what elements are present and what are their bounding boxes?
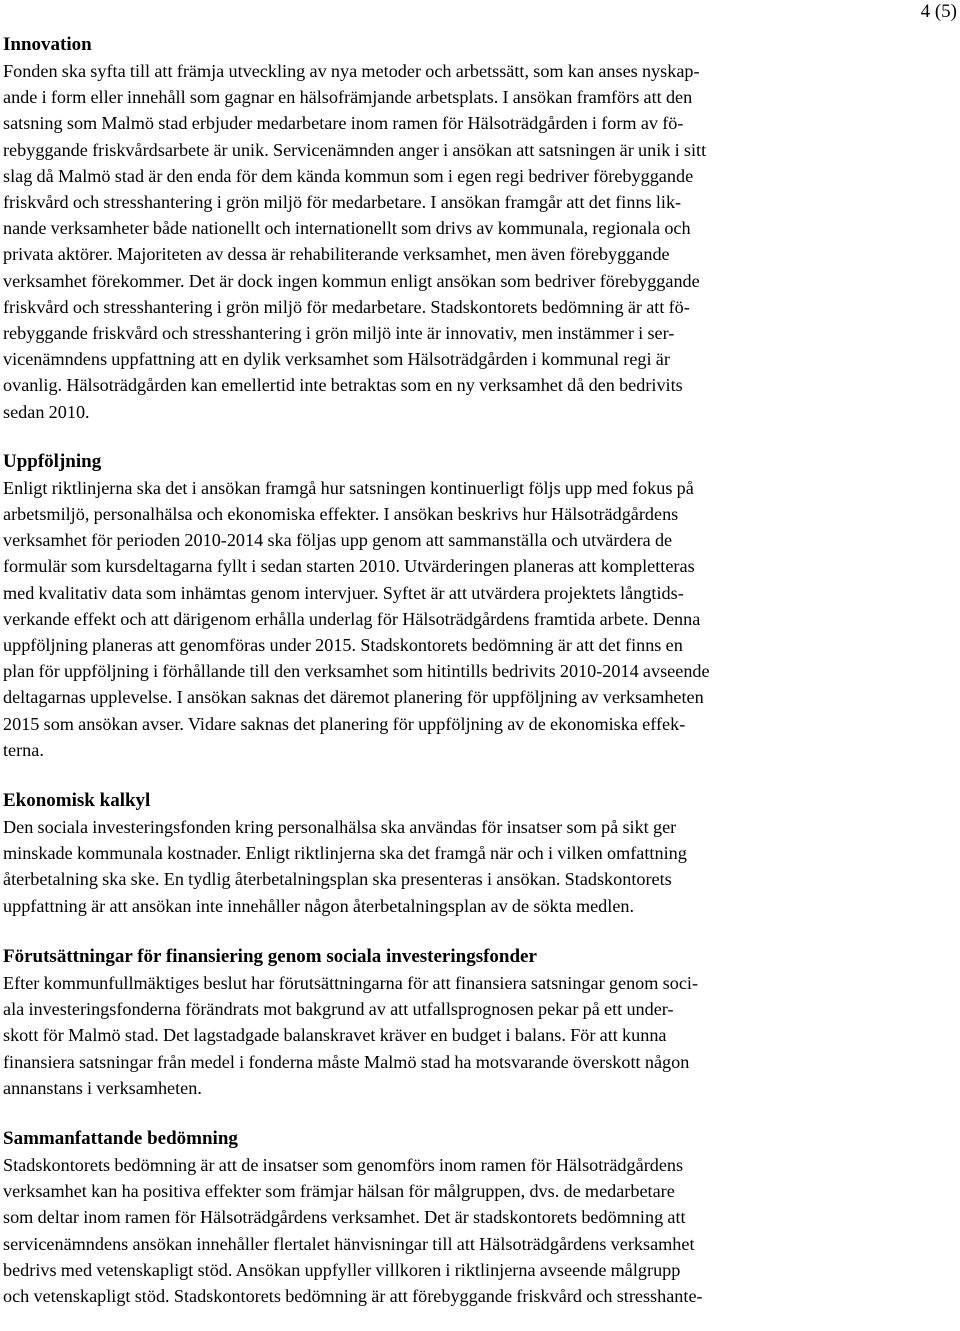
text-line: verksamhet förekommer. Det är dock ingen kommun enligt ansökan som bedriver förebyggande <box>3 270 700 291</box>
section-ekonomisk-kalkyl <box>3 788 873 919</box>
text-line: Fonden ska syfta till att främja utveckling av nya metoder och arbetssätt, som kan anses nyskap- <box>3 61 700 81</box>
document-body <box>3 32 873 1309</box>
text-line: sedan 2010. <box>3 401 90 422</box>
text-line: verksamhet för perioden 2010-2014 ska följas upp genom att sammanställa och utvärdera de <box>3 530 673 551</box>
text-line: finansiera satsningar från medel i fonderna måste Malmö stad ha motsvarande överskott någon <box>3 1051 690 1072</box>
text-line: Enligt riktlinjerna ska det i ansökan framgå hur satsningen kontinuerligt följs upp med fokus på <box>3 477 694 498</box>
text-line: med kvalitativ data som inhämtas genom intervjuer. Syftet är att utvärdera projektets långtids- <box>3 582 684 603</box>
text-line: servicenämndens ansökan innehåller flertalet hänvisningar till att Hälsoträdgårdens verksamhet <box>3 1233 695 1254</box>
text-line: deltagarnas upplevelse. I ansökan saknas det däremot planering för uppföljning av verksamheten <box>3 687 704 708</box>
text-line: återbetalning ska ske. En tydlig återbetalningsplan ska presenteras i ansökan. Stadskontorets <box>3 869 672 890</box>
section-heading: Ekonomisk kalkyl <box>3 790 151 812</box>
text-line: rebyggande friskvårdsarbete är unik. Servicenämnden anger i ansökan att satsningen är unik i sitt <box>3 139 707 160</box>
text-line: Stadskontorets bedömning är att de insatser som genomförs inom ramen för Hälsoträdgårdens <box>3 1154 684 1175</box>
section-innovation <box>3 32 873 425</box>
text-line: skott för Malmö stad. Det lagstadgade balanskravet kräver en budget i balans. För att kunna <box>3 1025 667 1046</box>
text-line: 2015 som ansökan avser. Vidare saknas det planering för uppföljning av de ekonomiska effek- <box>3 713 686 734</box>
text-line: verksamhet kan ha positiva effekter som främjar hälsan för målgruppen, dvs. de medarbetare <box>3 1181 675 1202</box>
text-line: Efter kommunfullmäktiges beslut har förutsättningarna för att finansiera satsningar genom soci- <box>3 972 698 993</box>
text-line: rebyggande friskvård och stresshantering i grön miljö inte är innovativ, men instämmer i ser- <box>3 323 675 344</box>
text-line: nande verksamheter både nationellt och internationellt som drivs av kommunala, regionala och <box>3 218 691 239</box>
text-line: annanstans i verksamheten. <box>3 1077 202 1098</box>
section-uppfoljning <box>3 449 873 763</box>
page-number: 4 (5) <box>920 1 957 22</box>
text-line: formulär som kursdeltagarna fyllt i sedan starten 2010. Utvärderingen planeras att kompletteras <box>3 556 695 577</box>
text-line: som deltar inom ramen för Hälsoträdgårdens verksamhet. Det är stadskontorets bedömning att <box>3 1207 686 1228</box>
text-line: friskvård och stresshantering i grön miljö för medarbetare. Stadskontorets bedömning är att fö- <box>3 296 690 317</box>
text-line: bedrivs med vetenskapligt stöd. Ansökan uppfyller villkoren i riktlinjerna avseende målgrupp <box>3 1259 681 1280</box>
section-forutsattningar <box>3 944 873 1101</box>
section-heading: Uppföljning <box>3 450 102 472</box>
section-paragraph <box>3 475 873 763</box>
text-line: satsning som Malmö stad erbjuder medarbetare inom ramen för Hälsoträdgården i form av fö- <box>3 113 684 134</box>
text-line: slag då Malmö stad är den enda för dem kända kommun som i egen regi bedriver förebyggande <box>3 165 694 186</box>
text-line: friskvård och stresshantering i grön miljö för medarbetare. I ansökan framgår att det finns lik- <box>3 192 682 213</box>
text-line: Den sociala investeringsfonden kring personalhälsa ska användas för insatser som på sikt ger <box>3 817 677 838</box>
section-paragraph <box>3 58 873 425</box>
section-sammanfattande-bedomning <box>3 1126 873 1309</box>
text-line: privata aktörer. Majoriteten av dessa är rehabiliterande verksamhet, men även förebyggande <box>3 244 670 265</box>
text-line: verkande effekt och att därigenom erhålla underlag för Hälsoträdgårdens framtida arbete. Denna <box>3 608 701 629</box>
text-line: plan för uppföljning i förhållande till den verksamhet som hitintills bedrivits 2010-2014 avseende <box>3 661 710 682</box>
text-line: arbetsmiljö, personalhälsa och ekonomiska effekter. I ansökan beskrivs hur Hälsoträdgårdens <box>3 504 679 525</box>
section-paragraph <box>3 970 873 1101</box>
text-line: och vetenskapligt stöd. Stadskontorets bedömning är att förebyggande friskvård och stresshante- <box>3 1285 703 1306</box>
text-line: terna. <box>3 739 44 760</box>
section-heading: Sammanfattande bedömning <box>3 1127 238 1149</box>
text-line: ande i form eller innehåll som gagnar en hälsofrämjande arbetsplats. I ansökan framförs att den <box>3 87 693 108</box>
text-line: minskade kommunala kostnader. Enligt riktlinjerna ska det framgå när och i vilken omfattning <box>3 843 687 864</box>
text-line: vicenämndens uppfattning att en dylik verksamhet som Hälsoträdgården i kommunal regi är <box>3 349 670 370</box>
text-line: uppfattning är att ansökan inte innehåller någon återbetalningsplan av de sökta medlen. <box>3 895 635 916</box>
text-line: ala investeringsfonderna förändrats mot bakgrund av att utfallsprognosen pekar på ett under- <box>3 999 674 1020</box>
section-paragraph <box>3 1152 873 1309</box>
text-line: uppföljning planeras att genomföras under 2015. Stadskontorets bedömning är att det finns en <box>3 635 683 656</box>
section-heading: Innovation <box>3 34 92 55</box>
section-paragraph <box>3 814 873 919</box>
text-line: ovanlig. Hälsoträdgården kan emellertid inte betraktas som en ny verksamhet då den bedrivits <box>3 375 683 396</box>
section-heading: Förutsättningar för finansiering genom sociala investeringsfonder <box>3 945 537 967</box>
